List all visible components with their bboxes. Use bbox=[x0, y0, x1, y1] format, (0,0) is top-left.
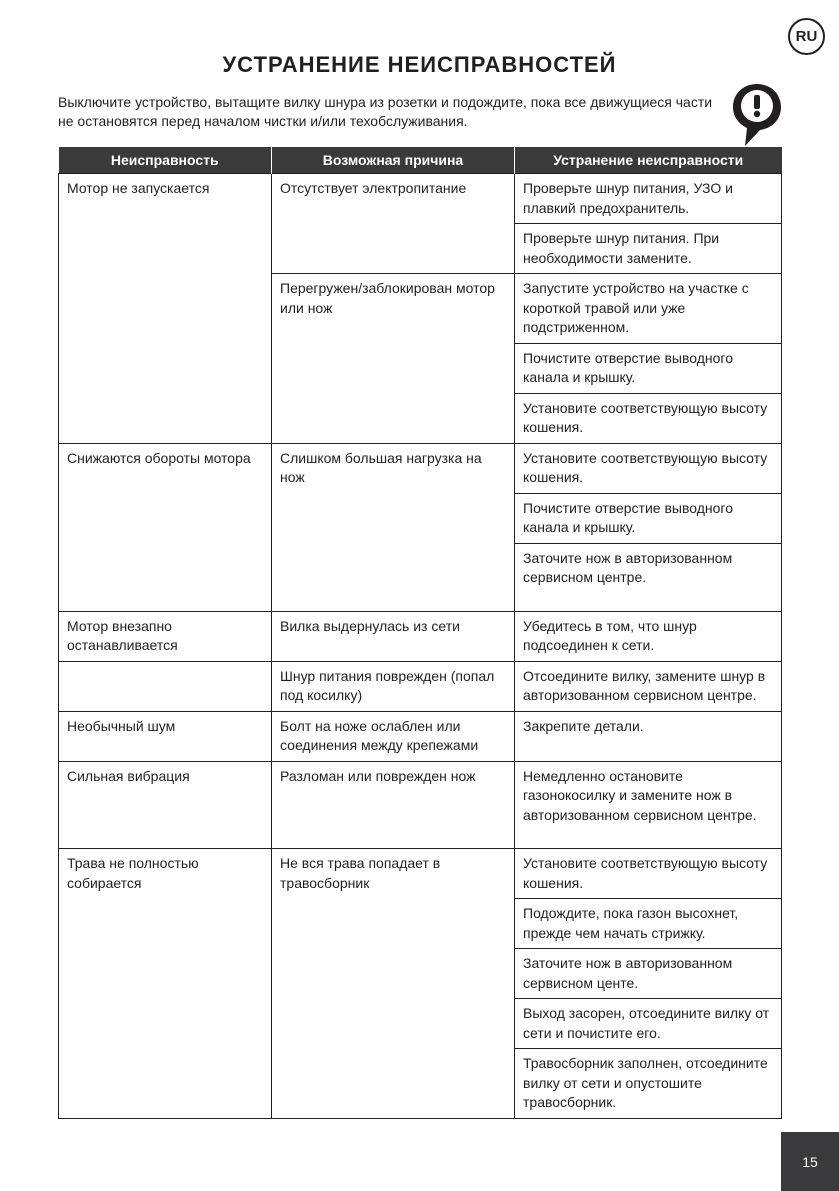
cause-cell: Шнур питания поврежден (попал под косилку) bbox=[272, 661, 515, 711]
table-row bbox=[59, 761, 782, 849]
remedy-cell: Убедитесь в том, что шнур подсоединен к сети. bbox=[515, 611, 782, 661]
remedy-cell: Установите соответствующую высоту кошения. bbox=[515, 849, 782, 899]
table-row bbox=[59, 174, 782, 224]
cause-cell: Отсутствует электропитание bbox=[272, 174, 515, 274]
remedy-cell: Подождите, пока газон высохнет, прежде чем начать стрижку. bbox=[515, 899, 782, 949]
cause-cell: Перегружен/заблокирован мотор или нож bbox=[272, 274, 515, 444]
remedy-cell: Отсоедините вилку, замените шнур в авторизованном сервисном центре. bbox=[515, 661, 782, 711]
table-row bbox=[59, 611, 782, 661]
cause-cell: Разломан или поврежден нож bbox=[272, 761, 515, 849]
remedy-cell: Установите соответствующую высоту кошения. bbox=[515, 443, 782, 493]
cause-cell: Болт на ноже ослаблен или соединения между крепежами bbox=[272, 711, 515, 761]
problem-cell: Снижаются обороты мотора bbox=[59, 443, 272, 611]
remedy-cell: Закрепите детали. bbox=[515, 711, 782, 761]
table-body bbox=[59, 174, 782, 1119]
remedy-cell: Проверьте шнур питания. При необходимости замените. bbox=[515, 224, 782, 274]
cause-cell: Слишком большая нагрузка на нож bbox=[272, 443, 515, 611]
remedy-cell: Выход засорен, отсоедините вилку от сети и почистите его. bbox=[515, 999, 782, 1049]
header-remedy: Устранение неисправности bbox=[515, 147, 782, 174]
cause-cell: Не вся трава попадает в травосборник bbox=[272, 849, 515, 1119]
page-title: УСТРАНЕНИЕ НЕИСПРАВНОСТЕЙ bbox=[222, 52, 617, 77]
remedy-cell: Запустите устройство на участке с короткой травой или уже подстриженном. bbox=[515, 274, 782, 344]
cause-cell: Вилка выдернулась из сети bbox=[272, 611, 515, 661]
remedy-cell: Заточите нож в авторизованном сервисном центе. bbox=[515, 949, 782, 999]
table-row bbox=[59, 443, 782, 493]
remedy-cell: Установите соответствующую высоту кошения. bbox=[515, 393, 782, 443]
table-row bbox=[59, 711, 782, 761]
table-row bbox=[59, 849, 782, 899]
remedy-cell: Заточите нож в авторизованном сервисном центре. bbox=[515, 543, 782, 611]
remedy-cell: Почистите отверстие выводного канала и крышку. bbox=[515, 493, 782, 543]
problem-cell: Трава не полностью собирается bbox=[59, 849, 272, 1119]
troubleshooting-table bbox=[58, 147, 782, 1119]
remedy-cell: Почистите отверстие выводного канала и крышку. bbox=[515, 343, 782, 393]
problem-cell bbox=[59, 661, 272, 711]
problem-cell: Мотор внезапно останавливается bbox=[59, 611, 272, 661]
page-number: 15 bbox=[781, 1132, 839, 1191]
remedy-cell: Травосборник заполнен, отсоедините вилку от сети и опустошите травосборник. bbox=[515, 1049, 782, 1119]
language-badge: RU bbox=[788, 18, 825, 55]
troubleshooting-table-wrapper bbox=[58, 147, 781, 1119]
header-cause: Возможная причина bbox=[272, 147, 515, 174]
problem-cell: Необычный шум bbox=[59, 711, 272, 761]
problem-cell: Мотор не запускается bbox=[59, 174, 272, 444]
table-row bbox=[59, 661, 782, 711]
intro-text: Выключите устройство, вытащите вилку шнура из розетки и подождите, пока все движущиеся части не остановятся перед началом чистки и/или техобслуживания. bbox=[58, 94, 713, 129]
table-header-row bbox=[59, 147, 782, 174]
exclamation-speech-bubble-icon bbox=[731, 82, 783, 148]
header-problem: Неисправность bbox=[59, 147, 272, 174]
remedy-cell: Проверьте шнур питания, УЗО и плавкий предохранитель. bbox=[515, 174, 782, 224]
problem-cell: Сильная вибрация bbox=[59, 761, 272, 849]
remedy-cell: Немедленно остановите газонокосилку и замените нож в авторизованном сервисном центре. bbox=[515, 761, 782, 849]
